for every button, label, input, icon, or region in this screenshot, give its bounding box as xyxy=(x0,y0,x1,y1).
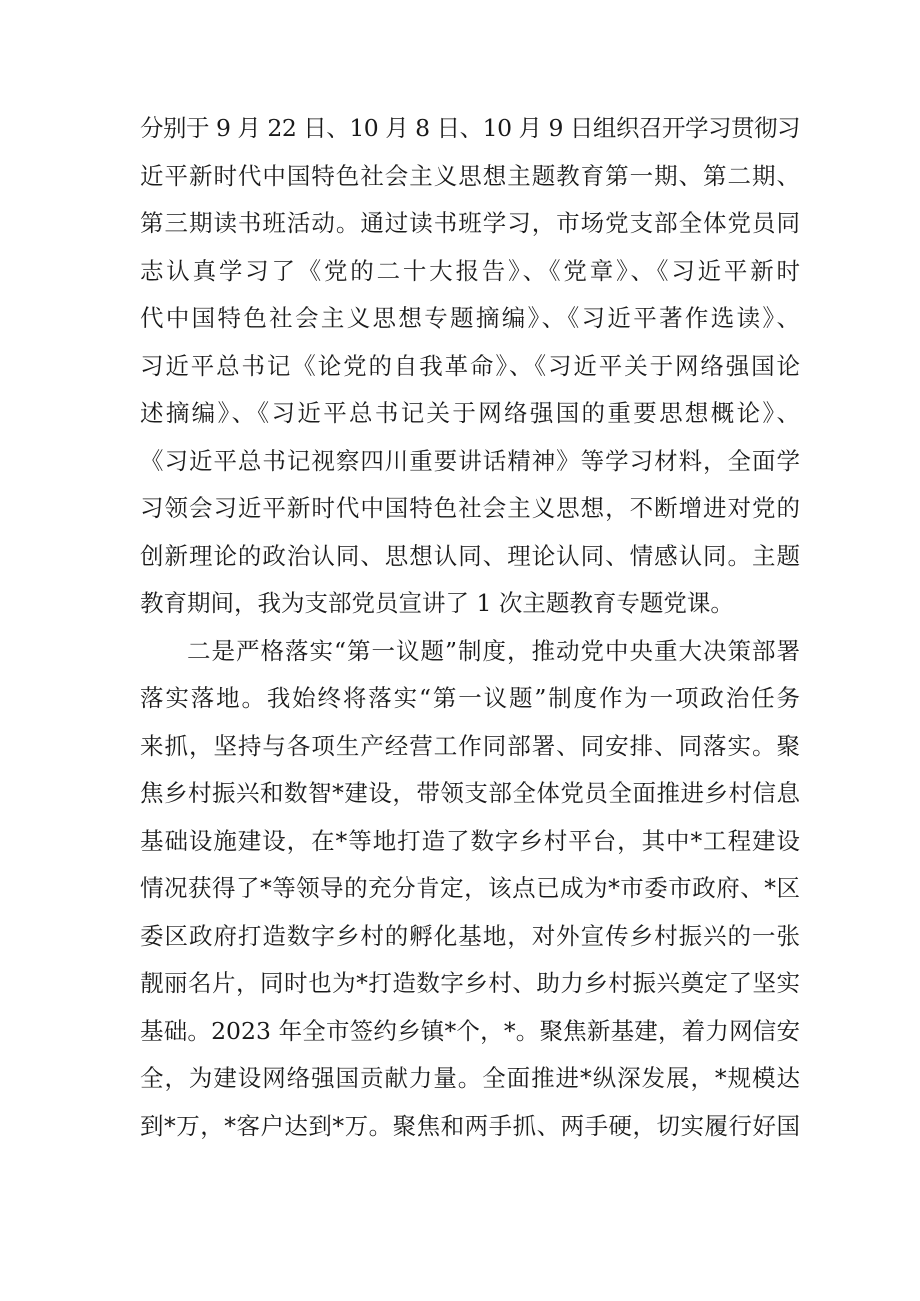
paragraph-1 xyxy=(140,105,800,628)
text-line: 靓丽名片，同时也为*打造数字乡村、助力乡村振兴奠定了坚实 xyxy=(140,969,800,997)
text-line: 基础。2023 年全市签约乡镇*个，*。聚焦新基建，着力网信安 xyxy=(140,1016,800,1045)
text-line: 代中国特色社会主义思想专题摘编》、《习近平著作选读》、 xyxy=(140,304,800,332)
text-line: 分别于 9 月 22 日、10 月 8 日、10 月 9 日组织召开学习贯彻习 xyxy=(140,114,800,142)
text-line: 委区政府打造数字乡村的孵化基地，对外宣传乡村振兴的一张 xyxy=(140,921,800,950)
text-line: 基础设施建设，在*等地打造了数字乡村平台，其中*工程建设 xyxy=(140,826,800,855)
text-line: 焦乡村振兴和数智*建设，带领支部全体党员全面推进乡村信息 xyxy=(140,779,800,807)
body-text xyxy=(140,105,800,1150)
text-line: 创新理论的政治认同、思想认同、理论认同、情感认同。主题 xyxy=(140,541,800,570)
text-line: 到*万，*客户达到*万。聚焦和两手抓、两手硬，切实履行好国 xyxy=(140,1111,800,1140)
text-line: 二是严格落实“第一议题”制度，推动党中央重大决策部署 xyxy=(187,636,800,665)
text-line: 习近平总书记《论党的自我革命》、《习近平关于网络强国论 xyxy=(140,351,800,380)
text-line: 述摘编》、《习近平总书记关于网络强国的重要思想概论》、 xyxy=(140,399,800,427)
text-line: 习领会习近平新时代中国特色社会主义思想，不断增进对党的 xyxy=(140,494,800,522)
text-line: 教育期间，我为支部党员宣讲了 1 次主题教育专题党课。 xyxy=(140,589,734,617)
text-line: 落实落地。我始终将落实“第一议题”制度作为一项政治任务 xyxy=(140,684,800,712)
text-line: 志认真学习了《党的二十大报告》、《党章》、《习近平新时 xyxy=(140,256,800,285)
text-line: 近平新时代中国特色社会主义思想主题教育第一期、第二期、 xyxy=(140,161,800,190)
text-line: 《习近平总书记视察四川重要讲话精神》等学习材料，全面学 xyxy=(140,446,800,475)
text-line: 第三期读书班活动。通过读书班学习，市场党支部全体党员同 xyxy=(140,209,800,237)
text-line: 全，为建设网络强国贡献力量。全面推进*纵深发展，*规模达 xyxy=(140,1064,800,1092)
paragraph-2 xyxy=(140,628,800,1151)
text-line: 情况获得了*等领导的充分肯定，该点已成为*市委市政府、*区 xyxy=(140,874,800,902)
text-line: 来抓，坚持与各项生产经营工作同部署、同安排、同落实。聚 xyxy=(140,731,800,760)
